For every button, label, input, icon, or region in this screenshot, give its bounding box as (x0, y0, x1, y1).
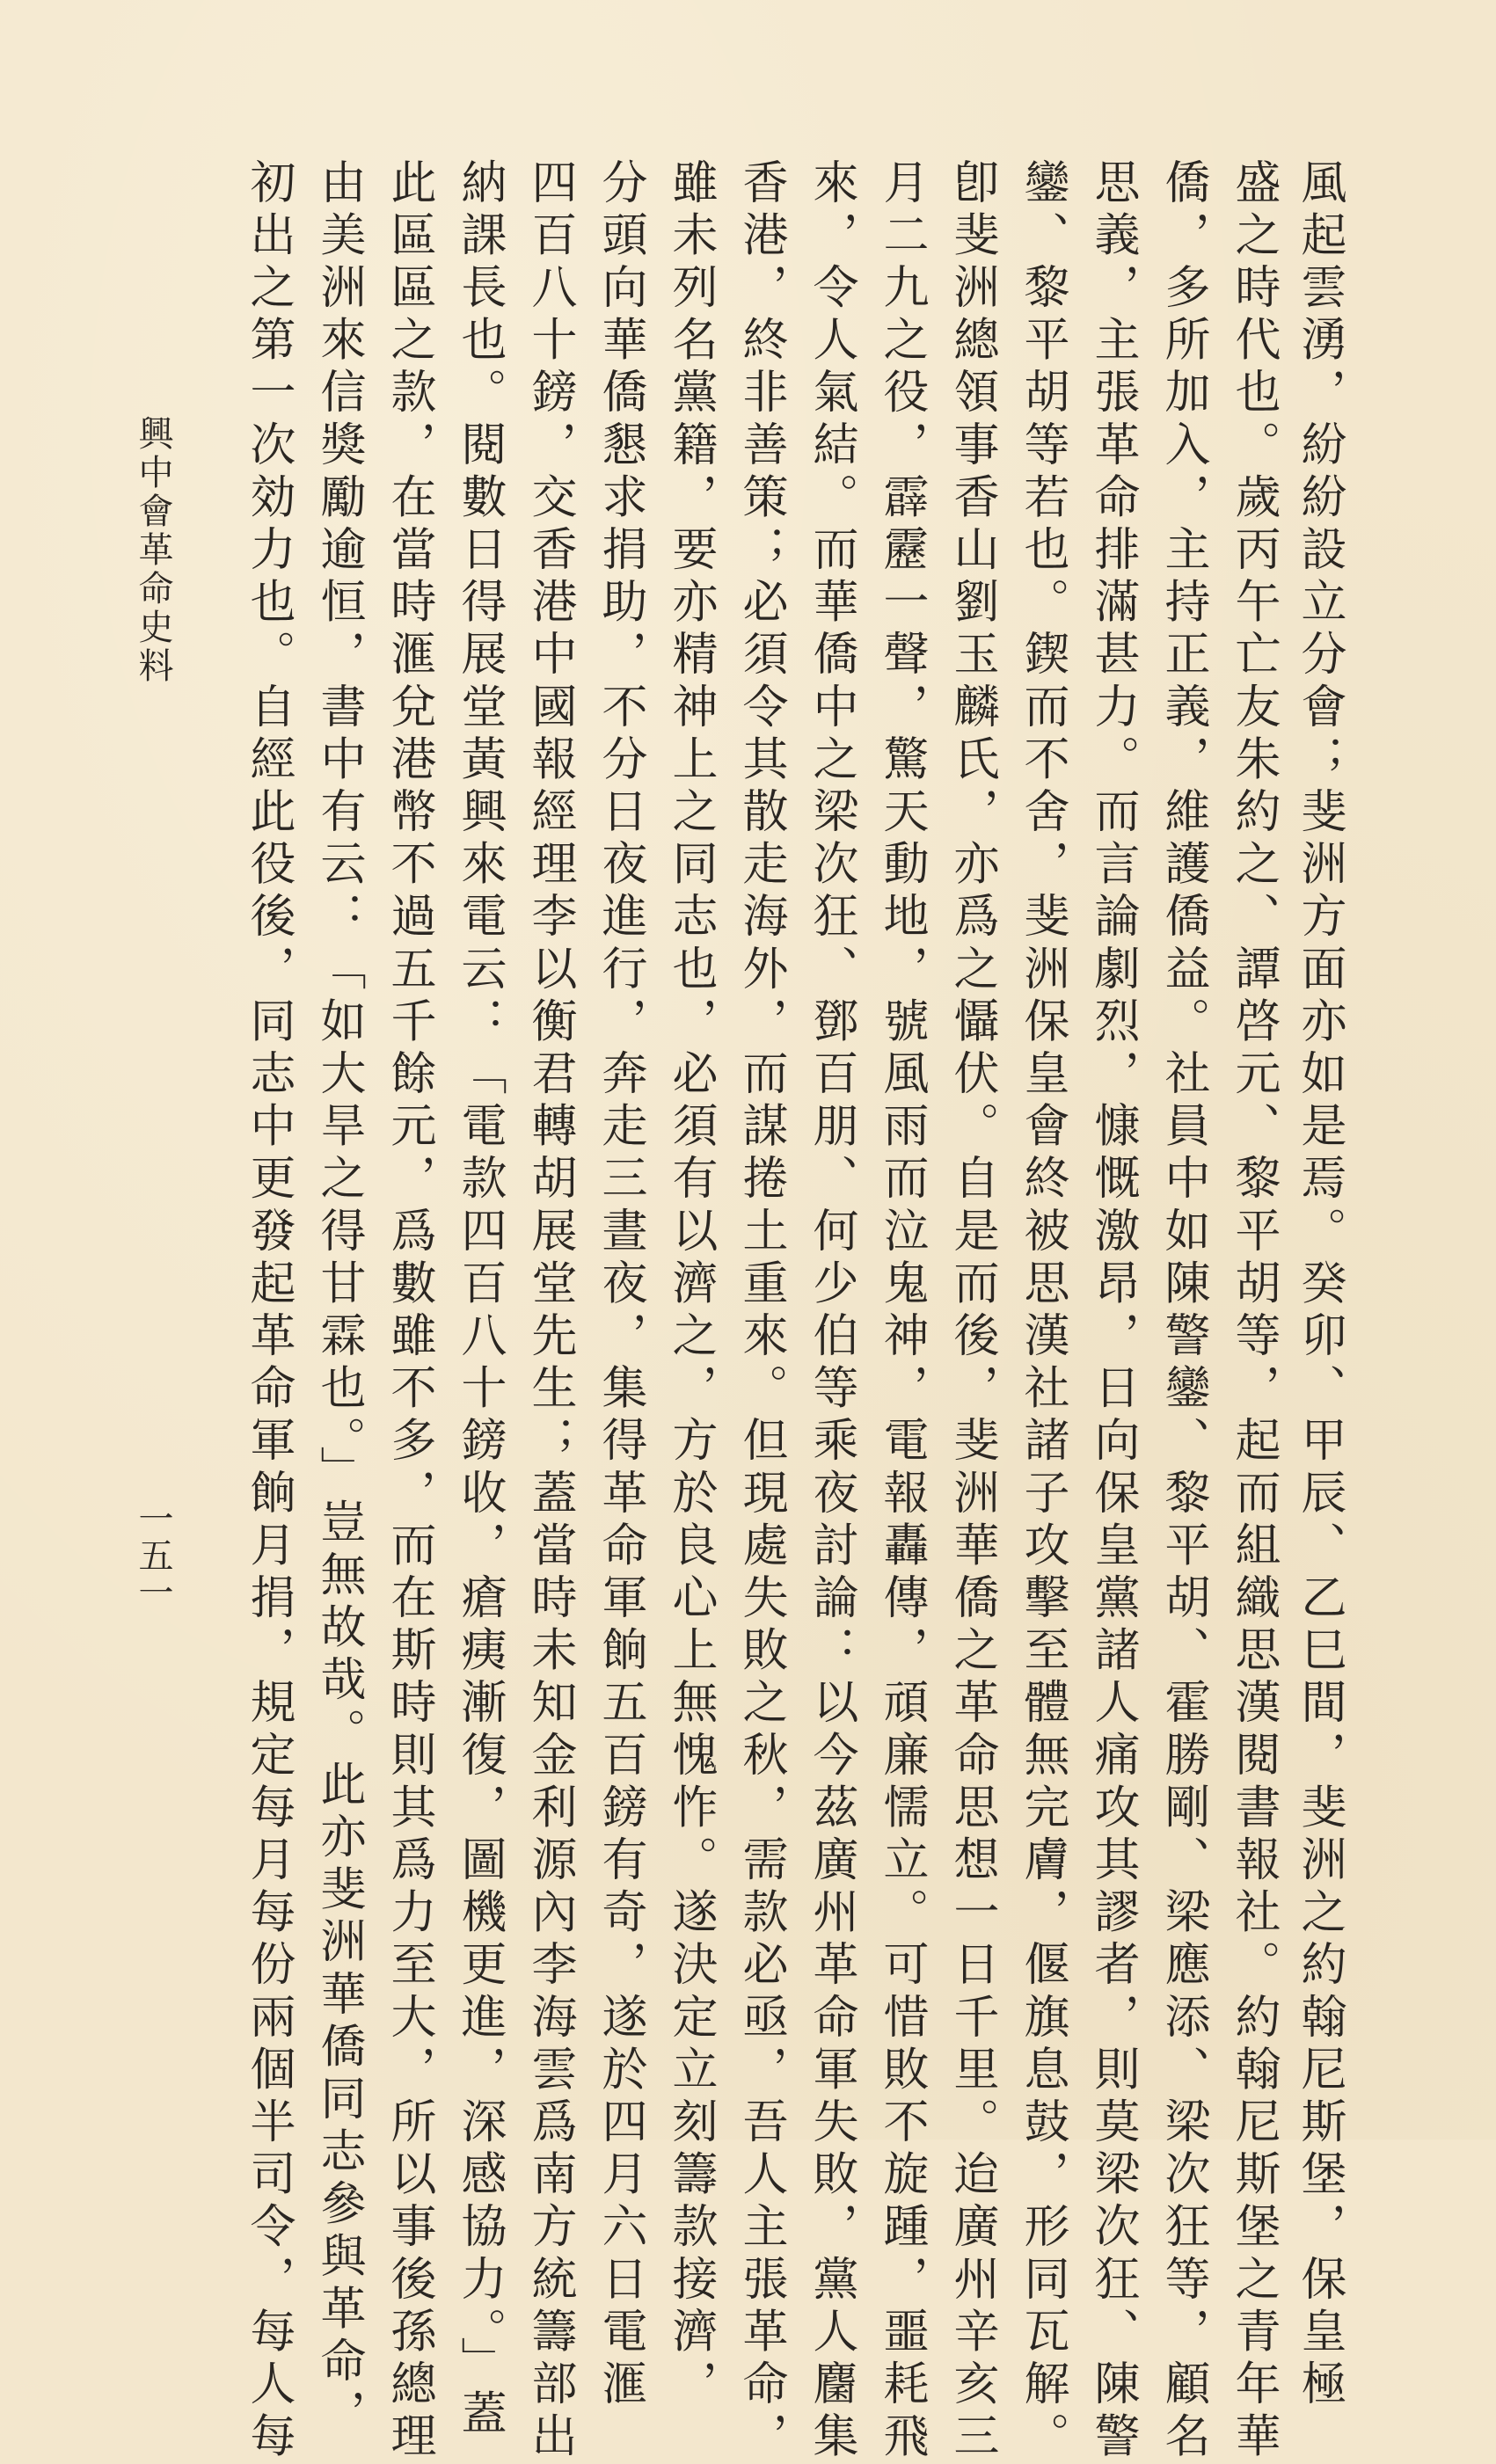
text-column-6: 卽斐洲總領事香山劉玉麟氏，亦爲之懾伏。自是而後，斐洲華僑之革命思想一日千里。迨廣州辛亥三 (945, 158, 998, 2464)
text-column-1: 風起雲湧，紛紛設立分會；斐洲方面亦如是焉。癸卯、甲辰、乙巳間，斐洲之約翰尼斯堡，保皇極 (1293, 158, 1346, 2412)
text-column-14: 此區區之款，在當時滙兌港幣不過五千餘元，爲數雖不多，而在斯時則其爲力至大，所以事後孫總理 (383, 158, 435, 2464)
text-column-4: 思義，主張革命排滿甚力。而言論劇烈，慷慨激昂，日向保皇黨諸人痛攻其謬者，則莫梁次狂、陳警 (1086, 158, 1139, 2464)
text-column-5: 鑾、黎平胡等若也。鍥而不舍，斐洲保皇會終被思漢社諸子攻擊至體無完膚，偃旗息鼓，形同瓦解。 (1016, 158, 1069, 2464)
running-title: 興中會革命史料 (133, 415, 173, 686)
page-number: 一五一 (133, 1500, 173, 1611)
text-column-8: 來，令人氣結。而華僑中之梁次狂、鄧百朋、何少伯等乘夜討論：以今茲廣州革命軍失敗，黨人麕集 (805, 158, 857, 2464)
text-column-2: 盛之時代也。歲丙午亡友朱約之、譚啓元、黎平胡等，起而組織思漢閱書報社。約翰尼斯堡之青年華 (1227, 158, 1280, 2464)
text-column-16: 初出之第一次効力也。自經此役後，同志中更發起革命軍餉月捐，規定每月每份兩個半司令，每人每 (242, 158, 295, 2464)
text-column-9: 香港，終非善策；必須令其散走海外，而謀捲土重來。但現處失敗之秋，需款必亟，吾人主張革命， (734, 158, 787, 2464)
text-column-7: 月二九之役，霹靂一聲，驚天動地，號風雨而泣鬼神，電報轟傳，頑廉懦立。可惜敗不旋踵，噩耗飛 (875, 158, 928, 2464)
text-column-13: 納課長也。閱數日得展堂黃興來電云：「電款四百八十鎊收，瘡痍漸復，圖機更進，深感協力。」蓋 (453, 158, 506, 2442)
text-column-15: 由美洲來信獎勵逾恒，書中有云：「如大旱之得甘霖也。」豈無故哉。此亦斐洲華僑同志參與革命， (312, 158, 365, 2442)
text-column-11: 分頭向華僑懇求捐助，不分日夜進行，奔走三晝夜，集得革命軍餉五百鎊有奇，遂於四月六日電滙 (594, 158, 646, 2412)
text-column-12: 四百八十鎊，交香港中國報經理李以衡君轉胡展堂先生；蓋當時未知金利源內李海雲爲南方統籌部出 (523, 158, 576, 2464)
text-column-10: 雖未列名黨籍，要亦精神上之同志也，必須有以濟之，方於良心上無愧怍。遂決定立刻籌款接濟， (664, 158, 717, 2412)
text-column-3: 僑，多所加入，主持正義，維護僑益。社員中如陳警鑾、黎平胡、霍勝剛、梁應添、梁次狂等，顧名 (1157, 158, 1209, 2464)
